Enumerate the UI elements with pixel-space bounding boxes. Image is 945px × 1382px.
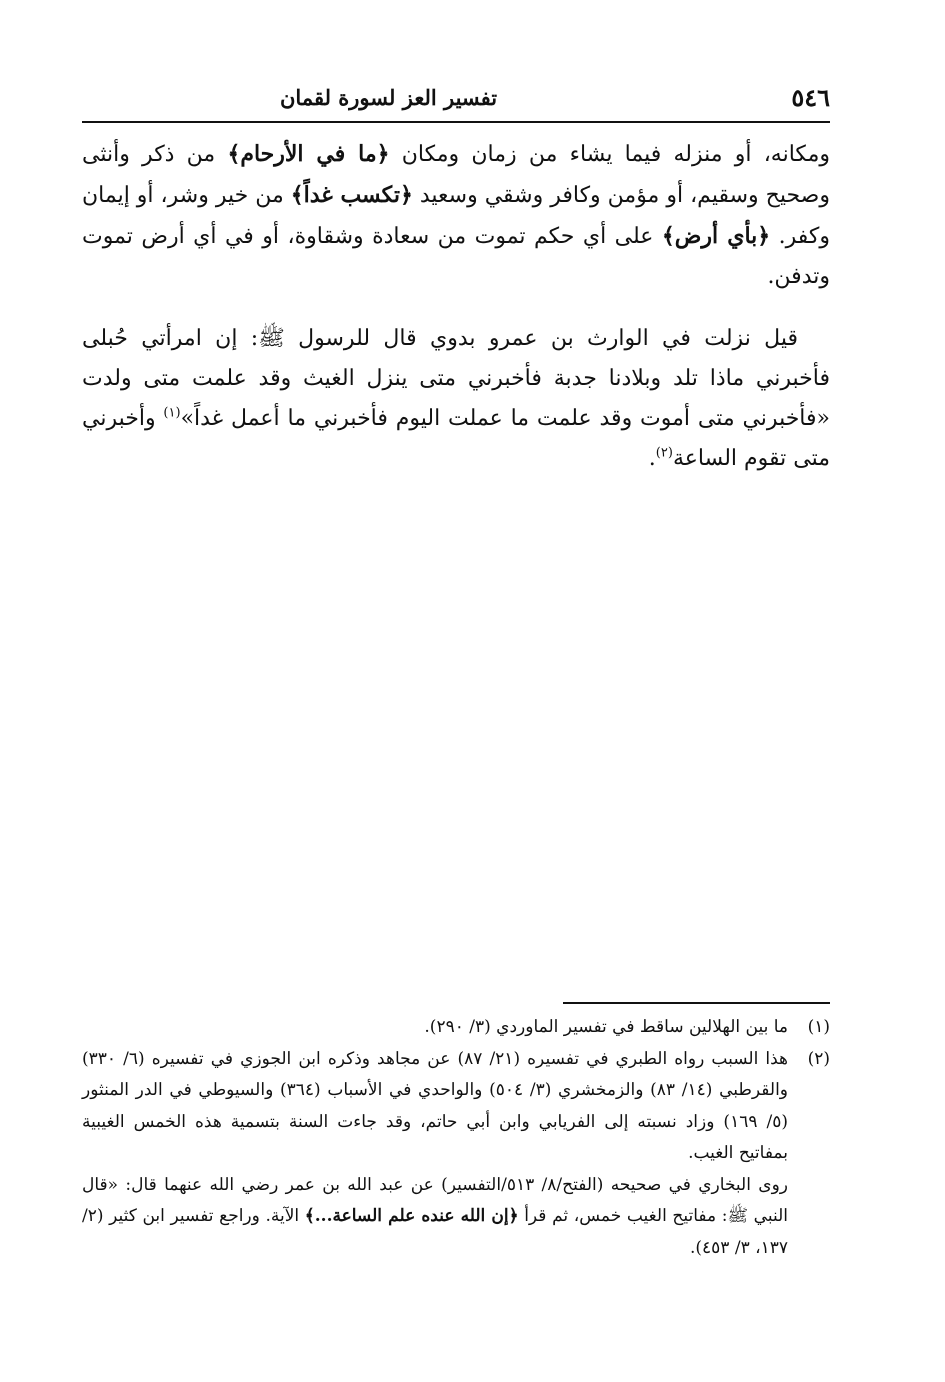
text-run: الآية. وراجع تفسير ابن كثير (٢/ ١٣٧، ٣/ ٤٥٣). <box>82 1206 788 1258</box>
quran-quote: ﴿إن الله عنده علم الساعة...﴾ <box>304 1206 519 1226</box>
text-run: من خير وشر، أو إيمان وكفر. <box>82 183 830 249</box>
text-run: . <box>648 446 656 471</box>
footnote-number: (٢) <box>807 1048 830 1069</box>
text-run: ومكانه، أو منزله فيما يشاء من زمان ومكان <box>389 142 830 167</box>
footnote-number: (١) <box>807 1017 830 1037</box>
page-header <box>82 80 830 114</box>
footnotes <box>82 1012 830 1264</box>
page-number: ٥٤٦ <box>791 82 830 112</box>
paragraph-2 <box>82 319 830 479</box>
header-rule <box>82 121 830 123</box>
running-title: تفسير العز لسورة لقمان <box>280 84 498 110</box>
text-run: قيل نزلت في الوارث بن عمرو بدوي قال للرسول ﷺ: إن امرأتي حُبلى فأخبرني ماذا تلد وبلادنا جدبة فأخبرني متى ينزل الغيث وقد علمت متى ولدت «فأخبرني متى أموت وقد علمت ما عملت اليوم فأخبرني ما أعمل غداً» <box>82 326 830 431</box>
footnote-text: هذا السبب رواه الطبري في تفسيره (٢١/ ٨٧) عن مجاهد وذكره ابن الجوزي في تفسيره (٦/ ٣٣٠) والقرطبي (١٤/ ٨٣) والزمخشري (٣/ ٥٠٤) والواحدي في الأسباب (٣٦٤) والسيوطي في الدر المنثور (٥/ ١٦٩) وزاد نسبته إلى الفريابي وابن أبي حاتم، وقد جاءت السنة بتسمية هذه الخمس الغيبية بمفاتيح الغيب. <box>82 1048 789 1163</box>
footnote-2 <box>82 1044 830 1170</box>
footnote-ref[interactable]: (١) <box>163 405 181 421</box>
footnote-rule <box>563 1002 830 1004</box>
quran-quote: ﴿بأي أرض﴾ <box>661 223 771 249</box>
text-run: على أي حكم تموت من سعادة وشقاوة، أو في أي أرض تموت وتدفن. <box>82 224 830 289</box>
paragraph-1 <box>82 134 830 297</box>
footnote-text: ما بين الهلالين ساقط في تفسير الماوردي (٣/ ٢٩٠). <box>424 1017 788 1037</box>
text-run: من ذكر وأنثى وصحيح وسقيم، أو مؤمن وكافر وشقي وسعيد <box>82 142 830 208</box>
footnote-ref[interactable]: (٢) <box>655 445 673 461</box>
text-run: وأخبرني متى تقوم الساعة <box>82 406 830 471</box>
quran-quote: ﴿ما في الأرحام﴾ <box>227 141 390 167</box>
text-run: روى البخاري في صحيحه (الفتح/٨/ ٥١٣/التفسير) عن عبد الله بن عمر رضي الله عنهما قال: «قال النبي ﷺ: مفاتيح الغيب خمس، ثم قرأ <box>82 1174 788 1226</box>
footnote-2-continuation <box>82 1170 830 1265</box>
main-text <box>82 134 830 479</box>
quran-quote: ﴿تكسب غداً﴾ <box>290 182 413 208</box>
footnote-1 <box>82 1012 830 1044</box>
